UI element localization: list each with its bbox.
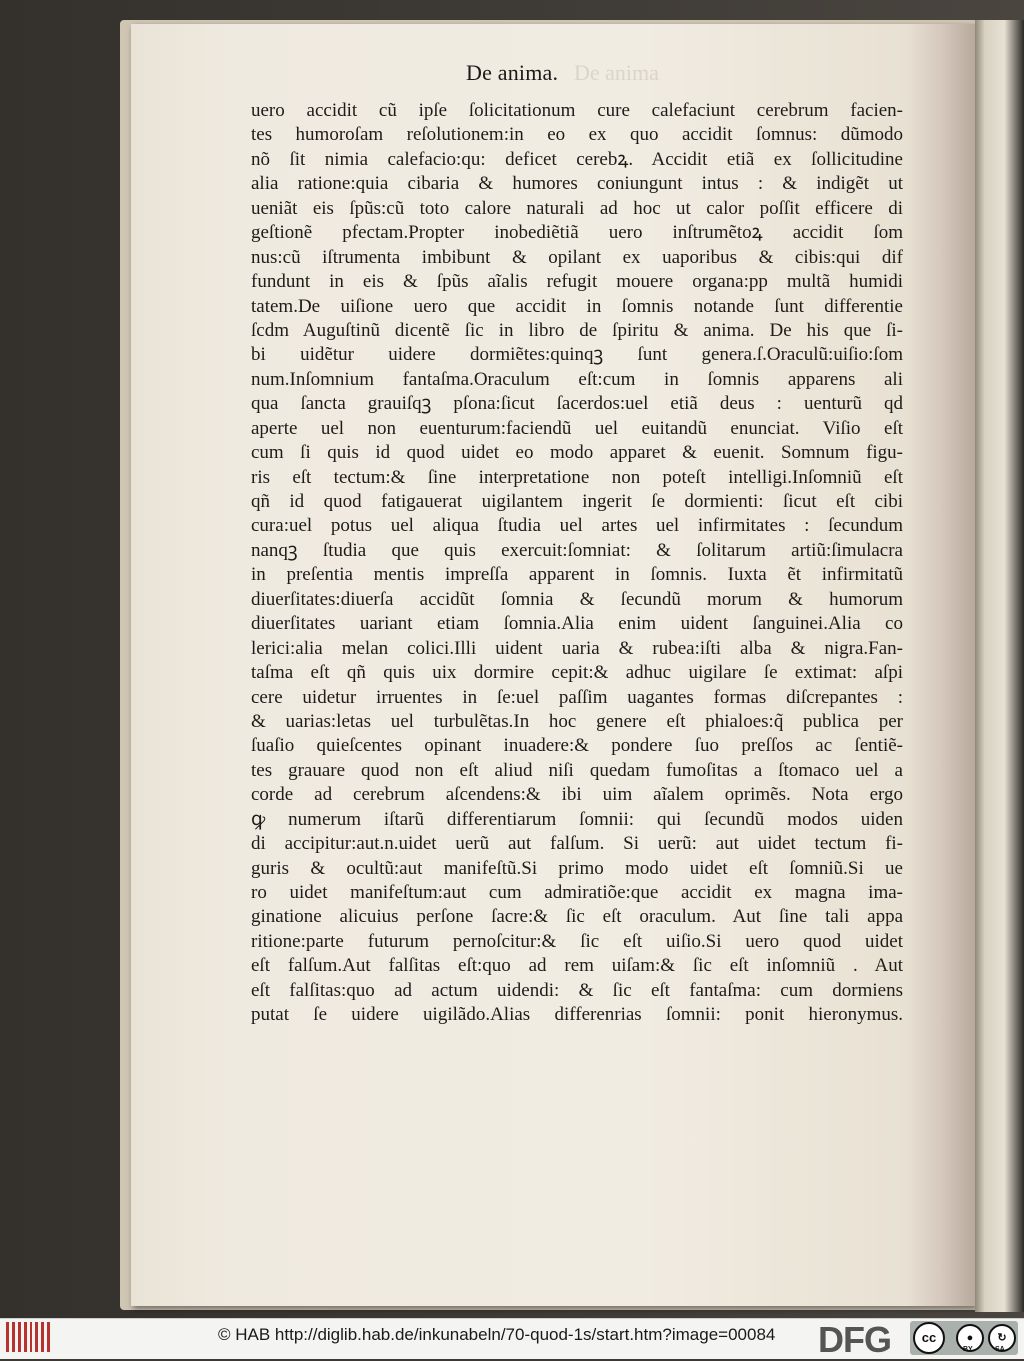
attribution-icon: ● (956, 1324, 984, 1352)
text-line: tatem.De uiſione uero que accidit in ſomnis notande ſunt differentie (251, 295, 903, 317)
text-line: ꝙ numerum iſtarũ differentiarum ſomnii: qui ſecundũ modos uiden (251, 808, 903, 830)
text-line: uero accidit cũ ipſe ſolicitationum cure calefaciunt cerebrum facien- (251, 100, 903, 121)
text-line: diuerſitates:diuerſa accidũt ſomnia & ſecundũ morum & humorum (251, 588, 903, 610)
text-line: ſuaſio quieſcentes opinant inuadere:& pondere ſuo preſſos ac ſentiẽ- (251, 735, 903, 757)
cc-icon: cc (913, 1322, 945, 1354)
text-line: guris & ocultũ:aut manifeſtũ.Si primo modo uidet eſt ſomniũ.Si ue (251, 857, 903, 879)
hab-logo-icon (6, 1322, 50, 1352)
text-line: geſtionẽ pfectam.Propter inobediẽtiã uero inſtrumẽtoꝝ accidit ſom (251, 222, 903, 244)
text-line: ſcdm Auguſtinũ dicentẽ ſic in libro de ſpiritu & anima. De his que ſi- (251, 319, 903, 341)
text-line: lerici:alia melan colici.Illi uident uaria & rubea:iſti alba & nigra.Fan- (251, 637, 903, 659)
copyright-url-link[interactable]: © HAB http://diglib.hab.de/inkunabeln/70-quod-1s/start.htm?image=00084 (218, 1325, 776, 1344)
text-line: taſma eſt qñ quis uix dormire cepit:& adhuc uigilare ſe extimat: aſpi (251, 662, 903, 684)
facing-page-edge (975, 20, 1024, 1312)
text-line: nõ ſit nimia calefacio:qu: deficet cerebꝝ. Accidit etiã ex ſollicitudine (251, 148, 903, 170)
by-label: BY (963, 1346, 973, 1353)
text-line: cum ſi quis id quod uidet eo modo apparet & euenit. Somnum figu- (251, 442, 903, 464)
text-line: nanqꝫ ſtudia que quis exercuit:ſomniat: & ſolitarum artiũ:ſimulacra (251, 539, 903, 561)
text-line: eſt falſitas:quo ad actum uidendi: & ſic eſt fantaſma: cum dormiens (251, 979, 903, 1001)
dfg-logo: DFG (818, 1319, 891, 1360)
text-line: ris eſt tectum:& ſine interpretatione non poteſt intelligi.Inſomniũ eſt (251, 466, 903, 488)
text-line: ro uidet manifeſtum:aut cum admiratiõe:que accidit ex magna ima- (251, 882, 903, 903)
text-line: aperte uel non euenturum:faciendũ uel euitandũ enunciat. Viſio eſt (251, 417, 903, 439)
text-line: corde ad cerebrum aſcendens:& ibi uim aĩalem oprimẽs. Nota ergo (251, 784, 903, 806)
text-line: alia ratione:quia cibaria & humores coniungunt intus : & indigẽt ut (251, 173, 903, 195)
sa-label: SA (995, 1346, 1005, 1353)
show-through-running-head: De anima (574, 60, 659, 85)
main-text-block (251, 99, 903, 1028)
text-line: ueniãt eis ſpũs:cũ toto calore naturali ad hoc ut calor poſſit efficere di (251, 197, 903, 219)
text-line: tes humoroſam reſolutionem:in eo ex quo accidit ſomnus: dũmodo (251, 124, 903, 146)
text-line: cere uidetur irruentes in ſe:uel paſſim uagantes formas diſcrepantes : (251, 686, 903, 708)
text-line: & uarias:letas uel turbulẽtas.In hoc genere eſt phialoes:q̃ publica per (251, 710, 903, 732)
text-line: qua ſancta grauiſqꝫ pſona:ſicut ſacerdos:uel etiã deus : uenturũ qd (251, 393, 903, 415)
text-line: qñ id quod fatigauerat uigilantem ingerit ſe dormienti: ſicut eſt cibi (251, 491, 903, 512)
text-line: eſt falſum.Aut falſitas eſt:quo ad rem uiſam:& ſic eſt inſomniũ . Aut (251, 955, 903, 977)
text-line: tes grauare quod non eſt aliud niſi quedam fumoſitas a ſtomaco uel a (251, 759, 903, 781)
text-line: putat ſe uidere uigilãdo.Alias differenrias ſomnii: ponit hieronymus. (251, 1004, 903, 1026)
page-gutter (905, 24, 975, 1306)
text-line: fundunt in eis & ſpũs aĩalis refugit mouere organa:pp multã humidi (251, 271, 903, 293)
text-line: di accipitur:aut.n.uidet uerũ aut falſum. Si uerũ: aut uidet tectum fi- (251, 833, 903, 855)
text-line: cura:uel potus uel aliqua ſtudia uel artes uel infirmitates : ſecundum (251, 515, 903, 537)
share-alike-icon: ↻ (988, 1324, 1016, 1352)
cc-license-badge[interactable] (910, 1321, 1018, 1355)
text-line: ginatione alicuius perſone ſacre:& ſic eſt oraculum. Aut ſine tali appa (251, 906, 903, 928)
text-line: bi uidẽtur uidere dormiẽtes:quinqꝫ ſunt genera.ſ.Oraculũ:uiſio:ſom (251, 344, 903, 366)
text-line: nus:cũ iſtrumenta imbibunt & opilant ex uaporibus & cibis:qui dif (251, 246, 903, 268)
text-line: diuerſitates uariant etiam ſomnia.Alia enim uident ſanguinei.Alia co (251, 613, 903, 635)
text-line: ritione:parte futurum pernoſcitur:& ſic eſt uiſio.Si uero quod uidet (251, 930, 903, 952)
text-line: in preſentia mentis impreſſa apparent in ſomnis. Iuxta ẽt infirmitatũ (251, 564, 903, 586)
running-head: De anima. (466, 60, 559, 85)
text-line: num.Inſomnium fantaſma.Oraculum eſt:cum in ſomnis apparens ali (251, 368, 903, 390)
